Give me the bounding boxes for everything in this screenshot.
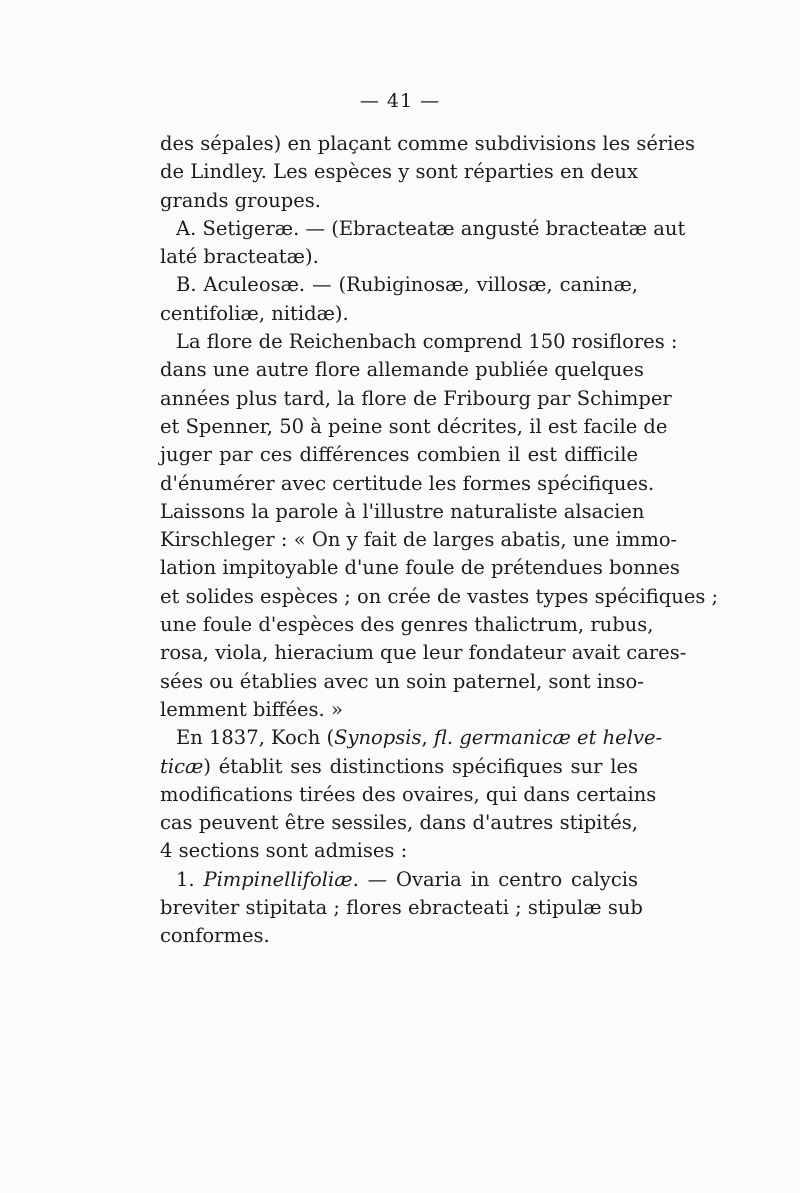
text-line: dans une autre flore allemande publiée quelques [160, 358, 644, 382]
text-line: A. Setigeræ. — (Ebracteatæ angusté bracteatæ aut [176, 216, 686, 240]
text-line: Laissons la parole à l'illustre naturaliste alsacien [160, 499, 645, 523]
italic-text: ticæ [160, 754, 204, 778]
text-line: et solides espèces ; on crée de vastes types spécifiques ; [160, 584, 719, 608]
text-line: Kirschleger : « On y fait de larges abatis, une immo- [160, 528, 678, 552]
text-line [160, 753, 638, 781]
text-line: modifications tirées des ovaires, qui dans certains [160, 782, 657, 806]
text-line: années plus tard, la flore de Fribourg par Schimper [160, 386, 672, 410]
text-line: juger par ces différences combien il est difficile [160, 443, 638, 467]
text-line: 4 sections sont admises : [160, 839, 408, 863]
text-line: La flore de Reichenbach comprend 150 rosiflores : [176, 330, 678, 354]
text-segment: , [421, 726, 434, 750]
page-number: — 41 — [359, 90, 441, 112]
text-line: rosa, viola, hieracium que leur fondateur avait cares- [160, 641, 687, 665]
text-line: B. Aculeosæ. — (Rubiginosæ, villosæ, caninæ, [176, 273, 638, 297]
text-segment: . — Ovaria in centro calycis [352, 867, 638, 891]
body-text [160, 130, 719, 951]
text-line: de Lindley. Les espèces y sont réparties en deux [160, 160, 638, 184]
text-line: centifoliæ, nitidæ). [160, 301, 349, 325]
text-segment: 1. [176, 867, 204, 891]
text-line: breviter stipitata ; flores ebracteati ; stipulæ sub [160, 896, 643, 920]
text-line: conformes. [160, 924, 270, 948]
text-line: une foule d'espèces des genres thalictrum, rubus, [160, 613, 654, 637]
text-line: lation impitoyable d'une foule de prétendues bonnes [160, 556, 680, 580]
italic-text: Pimpinellifoliæ [203, 867, 353, 891]
text-line: lemment biffées. » [160, 697, 343, 721]
text-line: et Spenner, 50 à peine sont décrites, il est facile de [160, 414, 668, 438]
text-segment: En 1837, Koch ( [176, 726, 335, 750]
text-line [160, 724, 663, 752]
italic-text: fl. germanicæ et helve- [433, 726, 663, 750]
text-line: d'énumérer avec certitude les formes spécifiques. [160, 471, 655, 495]
text-line: grands groupes. [160, 188, 322, 212]
text-segment: ) établit ses distinctions spécifiques sur les [203, 754, 638, 778]
italic-text: Synopsis [334, 726, 422, 750]
text-line: des sépales) en plaçant comme subdivisions les séries [160, 132, 696, 155]
text-line: laté bracteatæ). [160, 245, 319, 269]
text-line [160, 866, 638, 894]
text-line: sées ou établies avec un soin paternel, sont inso- [160, 669, 644, 693]
text-line: cas peuvent être sessiles, dans d'autres stipités, [160, 811, 638, 835]
